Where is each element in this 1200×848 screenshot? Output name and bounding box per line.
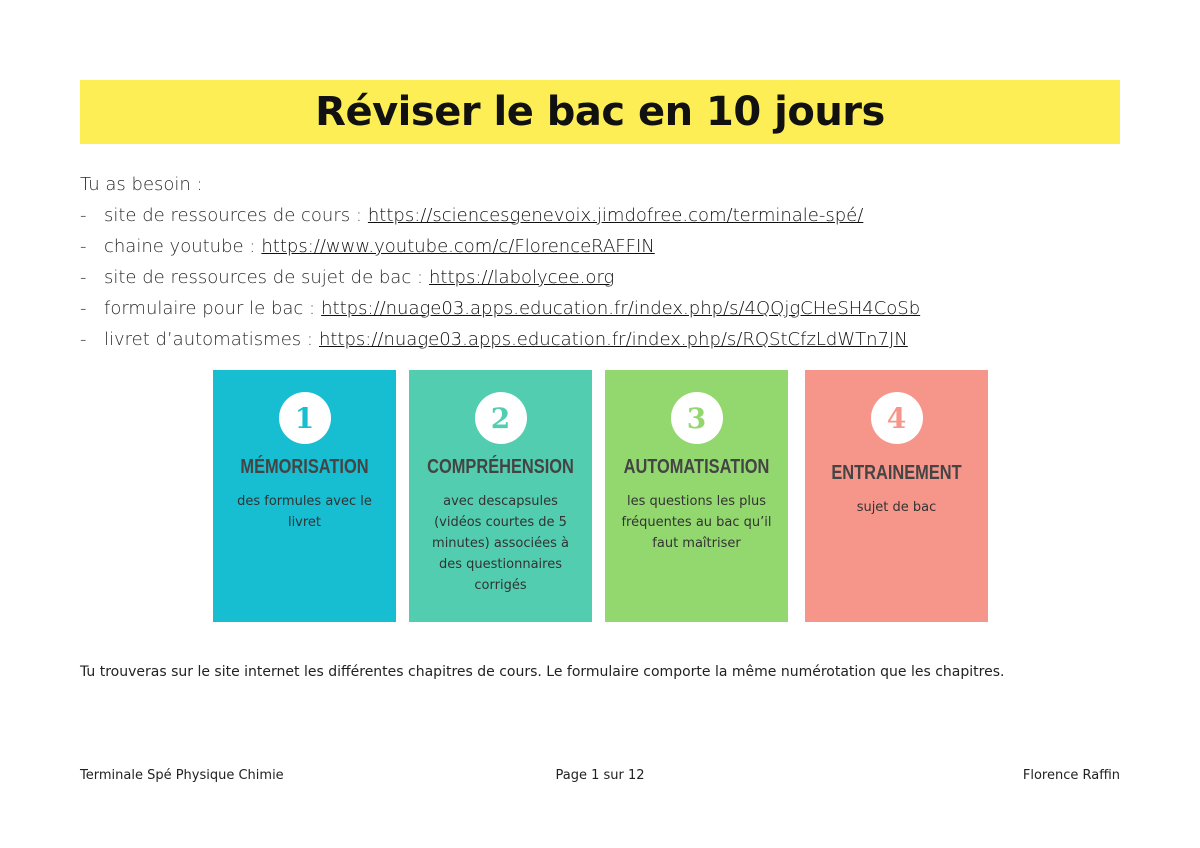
step-number-badge: 2 xyxy=(475,392,527,444)
resource-link-youtube[interactable]: https://www.youtube.com/c/FlorenceRAFFIN xyxy=(261,236,655,257)
step-card-automatisation xyxy=(605,370,788,622)
resource-link-cours[interactable]: https://sciencesgenevoix.jimdofree.com/terminale-spé/ xyxy=(367,205,864,226)
step-card-entrainement xyxy=(805,370,988,622)
list-item xyxy=(80,200,1120,231)
step-card-memorisation xyxy=(213,370,396,622)
resource-link-livret[interactable]: https://nuage03.apps.education.fr/index.php/s/RQStCfzLdWTn7JN xyxy=(318,329,908,350)
list-item xyxy=(80,262,1120,293)
steps-infographic xyxy=(213,370,989,622)
resource-link-formulaire[interactable]: https://nuage03.apps.education.fr/index.php/s/4QQjgCHeSH4CoSb xyxy=(321,298,921,319)
bullet-dash: - xyxy=(80,298,87,319)
step-number-badge: 1 xyxy=(279,392,331,444)
page-title: Réviser le bac en 10 jours xyxy=(315,89,885,135)
resource-list xyxy=(80,200,1120,355)
bullet-dash: - xyxy=(80,205,87,226)
step-heading: MÉMORISATION xyxy=(240,456,369,478)
resource-label: livret d’automatismes : xyxy=(104,329,313,350)
resource-label: site de ressources de sujet de bac : xyxy=(104,267,424,288)
footer-page-number: Page 1 sur 12 xyxy=(555,768,645,783)
list-item xyxy=(80,231,1120,262)
title-banner xyxy=(80,80,1120,144)
resource-link-sujets[interactable]: https://labolycee.org xyxy=(429,267,615,288)
step-heading: ENTRAINEMENT xyxy=(831,462,962,484)
resource-label: site de ressources de cours : xyxy=(104,205,362,226)
step-heading: AUTOMATISATION xyxy=(623,456,770,478)
resource-label: formulaire pour le bac : xyxy=(104,298,316,319)
chapters-note: Tu trouveras sur le site internet les différentes chapitres de cours. Le formulaire comporte la même numérotation que les chapitres. xyxy=(80,664,1005,680)
page-footer xyxy=(80,768,1120,788)
resource-label: chaine youtube : xyxy=(104,236,256,257)
step-description: les questions les plus fréquentes au bac qu’il faut maîtriser xyxy=(621,494,772,551)
bullet-dash: - xyxy=(80,236,87,257)
list-item xyxy=(80,293,1120,324)
footer-course: Terminale Spé Physique Chimie xyxy=(80,768,284,783)
step-number-badge: 4 xyxy=(871,392,923,444)
needs-section xyxy=(80,170,1120,355)
list-item xyxy=(80,324,1120,355)
step-description: avec descapsules (vidéos courtes de 5 minutes) associées à des questionnaires corrigés xyxy=(432,494,569,593)
step-heading: COMPRÉHENSION xyxy=(427,456,574,478)
step-card-comprehension xyxy=(409,370,592,622)
step-description: des formules avec le livret xyxy=(237,494,372,530)
bullet-dash: - xyxy=(80,267,87,288)
needs-intro: Tu as besoin : xyxy=(80,174,203,195)
footer-author: Florence Raffin xyxy=(1022,768,1120,783)
step-number-badge: 3 xyxy=(671,392,723,444)
bullet-dash: - xyxy=(80,329,87,350)
step-description: sujet de bac xyxy=(856,500,937,515)
